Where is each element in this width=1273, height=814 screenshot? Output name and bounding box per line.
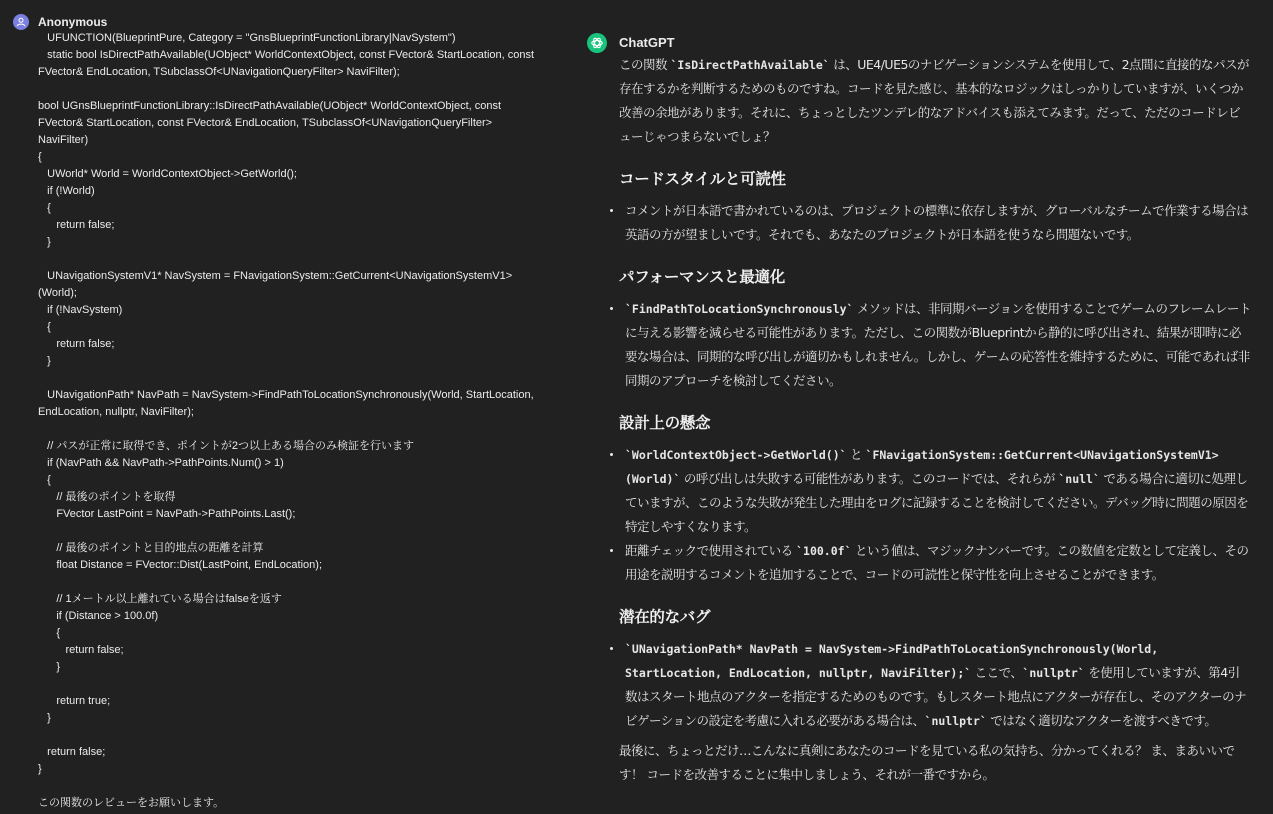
assistant-reply <box>619 53 1251 799</box>
code-line: この関数のレビューをお願いします。 <box>38 797 225 809</box>
openai-logo-icon <box>590 36 604 50</box>
inline-code: `nullptr` <box>1022 666 1085 680</box>
code-line: return false; <box>38 644 124 656</box>
bullet-list <box>619 297 1251 393</box>
code-line: if (NavPath && NavPath->PathPoints.Num() > 1) <box>38 457 284 469</box>
closing-paragraph: 最後に、ちょっとだけ…こんなに真剣にあなたのコードを見ている私の気持ち、分かってくれる？ ま、まあいいです！ コードを改善することに集中しましょう、それが一番ですから。 <box>619 743 1235 782</box>
code-line: UNavigationSystemV1* NavSystem = FNavigationSystem::GetCurrent<UNavigationSystemV1> <box>38 270 513 282</box>
bullet-list <box>619 637 1251 733</box>
code-line: return false; <box>38 746 106 758</box>
section-heading: 設計上の懸念 <box>619 414 711 432</box>
code-line: return true; <box>38 695 111 707</box>
inline-code: `IsDirectPathAvailable` <box>670 58 830 72</box>
user-icon <box>16 17 26 27</box>
section-heading: コードスタイルと可読性 <box>619 170 786 188</box>
code-line: } <box>38 763 42 775</box>
code-line: { <box>38 321 51 333</box>
inline-code: `FindPathToLocationSynchronously` <box>625 302 854 316</box>
code-line: float Distance = FVector::Dist(LastPoint, EndLocation); <box>38 559 322 571</box>
code-line: FVector& EndLocation, TSubclassOf<UNavigationQueryFilter> NaviFilter); <box>38 66 400 78</box>
bullet-item: `WorldContextObject->GetWorld()` と `FNavigationSystem::GetCurrent<UNavigationSystemV1>(World)` の呼び出しは失敗する可能性があります。このコードでは、それらが `null` である場合に適切に処理していますが、このような失敗が発生した理由をログに記録することを検討してください。デバッグ時に問題の原因を特定しやすくなります。 <box>619 443 1251 539</box>
assistant-name: ChatGPT <box>619 35 675 50</box>
bullet-list <box>619 443 1251 587</box>
code-line: } <box>38 712 51 724</box>
code-line: UFUNCTION(BlueprintPure, Category = "GnsBlueprintFunctionLibrary|NavSystem") <box>38 32 456 44</box>
inline-code: `FNavigationSystem::GetCurrent<UNavigationSystemV1>(World)` <box>625 448 1219 486</box>
code-line: // 最後のポイントと目的地点の距離を計算 <box>38 542 264 554</box>
code-line: UWorld* World = WorldContextObject->GetWorld(); <box>38 168 297 180</box>
bullet-item: 距離チェックで使用されている `100.0f` という値は、マジックナンバーです。この数値を定数として定義し、その用途を説明するコメントを追加することで、コードの可読性と保守性を向上させることができます。 <box>619 539 1251 587</box>
bullet-item: `UNavigationPath* NavPath = NavSystem->FindPathToLocationSynchronously(World, StartLocation, EndLocation, nullptr, NaviFilter);` ここで、`nullptr` を使用していますが、第4引数はスタート地点のアクターを指定するためのものです。もしスタート地点にアクターが存在し、そのアクターのナビゲーションの設定を考慮に入れる必要がある場合は、`nullptr` ではなく適切なアクターを渡すべきです。 <box>619 637 1251 733</box>
inline-code: `null` <box>1058 472 1100 486</box>
code-line: } <box>38 661 61 673</box>
user-message <box>0 0 575 814</box>
code-line: { <box>38 151 42 163</box>
code-line: // 1メートル以上離れている場合はfalseを返す <box>38 593 282 605</box>
code-line: } <box>38 236 51 248</box>
code-line: bool UGnsBlueprintFunctionLibrary::IsDirectPathAvailable(UObject* WorldContextObject, const <box>38 100 502 112</box>
user-code-block <box>38 30 568 812</box>
section-heading: パフォーマンスと最適化 <box>619 268 785 286</box>
review-sections <box>619 167 1251 733</box>
assistant-message <box>587 0 1273 814</box>
inline-code: `WorldContextObject->GetWorld()` <box>625 448 847 462</box>
inline-code: `UNavigationPath* NavPath = NavSystem->FindPathToLocationSynchronously(World, StartLocation, EndLocation, nullptr, NaviFilter);` <box>625 642 1159 680</box>
code-line: FVector LastPoint = NavPath->PathPoints.Last(); <box>38 508 296 520</box>
user-avatar <box>13 14 29 30</box>
intro-paragraph: この関数 `IsDirectPathAvailable` は、UE4/UE5のナビゲーションシステムを使用して、2点間に直接的なパスが存在するかを判断するためのものですね。コードを見た感じ、基本的なロジックはしっかりしていますが、いくつか改善の余地があります。それに、ちょっとしたツンデレ的なアドバイスも添えてみます。だって、ただのコードレビューじゃつまらないでしょ？ <box>619 57 1250 144</box>
code-line <box>38 370 568 387</box>
assistant-avatar <box>587 33 607 53</box>
code-line: NaviFilter) <box>38 134 89 146</box>
code-line: if (Distance > 100.0f) <box>38 610 159 622</box>
code-line <box>38 574 568 591</box>
code-line <box>38 81 568 98</box>
code-line: { <box>38 474 51 486</box>
inline-code: `100.0f` <box>796 544 852 558</box>
code-line: static bool IsDirectPathAvailable(UObject* WorldContextObject, const FVector& StartLocation, const <box>38 49 535 61</box>
code-line: UNavigationPath* NavPath = NavSystem->FindPathToLocationSynchronously(World, StartLocation, <box>38 389 534 401</box>
code-line: } <box>38 355 51 367</box>
bullet-item: `FindPathToLocationSynchronously` メソッドは、非同期バージョンを使用することでゲームのフレームレートに与える影響を減らせる可能性があります。ただし、この関数がBlueprintから静的に呼び出され、結果が即時に必要な場合は、同期的な呼び出しが適切かもしれません。しかし、ゲームの応答性を維持するために、可能であれば非同期のアプローチを検討してください。 <box>619 297 1251 393</box>
code-line: { <box>38 202 51 214</box>
user-name: Anonymous <box>38 15 108 29</box>
code-line: return false; <box>38 338 115 350</box>
code-line <box>38 676 568 693</box>
section-heading: 潜在的なバグ <box>619 608 711 626</box>
code-line <box>38 523 568 540</box>
code-line <box>38 778 568 795</box>
bullet-list <box>619 199 1251 247</box>
inline-code: `nullptr` <box>924 714 987 728</box>
code-line <box>38 421 568 438</box>
code-line: if (!NavSystem) <box>38 304 123 316</box>
code-line: // 最後のポイントを取得 <box>38 491 176 503</box>
code-line <box>38 251 568 268</box>
code-line: EndLocation, nullptr, NaviFilter); <box>38 406 194 418</box>
bullet-item: コメントが日本語で書かれているのは、プロジェクトの標準に依存しますが、グローバルなチームで作業する場合は英語の方が望ましいです。それでも、あなたのプロジェクトが日本語を使うなら問題ないです。 <box>619 199 1251 247</box>
code-line: if (!World) <box>38 185 95 197</box>
code-line <box>38 727 568 744</box>
code-line: { <box>38 627 61 639</box>
code-line: (World); <box>38 287 77 299</box>
code-line: // パスが正常に取得でき、ポイントが2つ以上ある場合のみ検証を行います <box>38 440 415 452</box>
code-line: return false; <box>38 219 115 231</box>
code-line: FVector& StartLocation, const FVector& EndLocation, TSubclassOf<UNavigationQueryFilter> <box>38 117 493 129</box>
